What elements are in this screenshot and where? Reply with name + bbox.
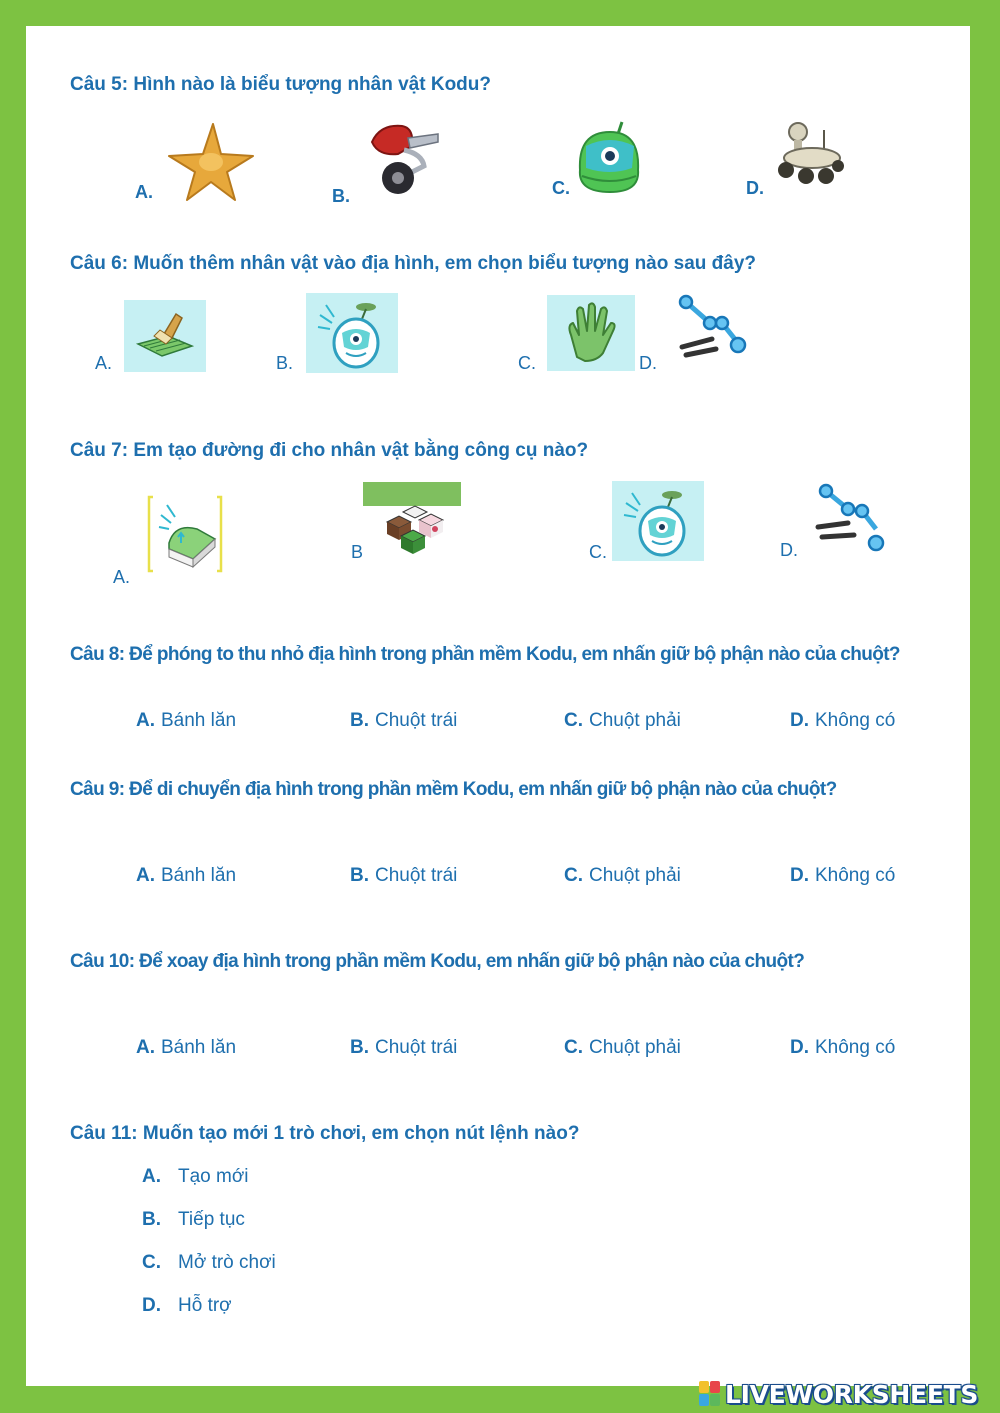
q11-option-c-key: C. [142,1252,161,1273]
question-8-title: Câu 8: Để phóng to thu nhỏ địa hình trong phần mềm Kodu, em nhấn giữ bộ phận nào của chuột? [70,644,900,665]
q8-option-b-text: Chuột trái [375,710,458,731]
q7-label-b[interactable]: B [351,542,364,562]
q6-label-c[interactable]: C. [518,353,536,373]
liveworksheets-logo[interactable] [698,1379,978,1409]
q10-option-c-key: C. [564,1037,583,1058]
starfish-icon[interactable] [165,120,257,202]
q5-label-b[interactable]: B. [332,186,350,206]
q8-option-c[interactable] [564,710,681,732]
q9-option-b-text: Chuột trái [375,865,458,886]
question-7-title: Câu 7: Em tạo đường đi cho nhân vật bằng công cụ nào? [70,440,589,461]
question-11-title: Câu 11: Muốn tạo mới 1 trò chơi, em chọn nút lệnh nào? [70,1123,580,1144]
question-5-title: Câu 5: Hình nào là biểu tượng nhân vật Kodu? [70,74,491,95]
q10-option-b[interactable] [350,1037,457,1059]
q8-option-a-text: Bánh lăn [161,710,237,731]
q9-option-d-text: Không có [815,865,896,886]
paint-brush-icon[interactable] [124,300,206,372]
kodu-character-icon[interactable] [574,120,644,196]
q11-option-d-text: Hỗ trợ [178,1295,232,1316]
q6-label-b[interactable]: B. [276,353,294,373]
q9-option-a-text: Bánh lăn [161,865,237,886]
q11-option-a-key: A. [142,1166,161,1187]
path-tool-icon-2[interactable] [806,481,888,557]
cycle-icon[interactable] [362,120,442,198]
q11-option-a-text: Tạo mới [178,1166,249,1187]
brand-name: LIVEWORKSHEETS [725,1379,979,1409]
hand-icon[interactable] [547,295,635,371]
q5-label-a[interactable]: A. [135,182,153,202]
q11-option-a[interactable] [142,1166,249,1188]
q9-option-b[interactable] [350,865,457,887]
q6-label-d[interactable]: D. [639,353,657,373]
q5-label-d[interactable]: D. [746,178,764,198]
path-tool-icon[interactable] [672,293,754,373]
q11-option-d-key: D. [142,1295,161,1316]
question-10-title: Câu 10: Để xoay địa hình trong phần mềm Kodu, em nhấn giữ bộ phận nào của chuột? [70,951,805,972]
q10-option-a-key: A. [136,1037,155,1058]
q8-option-d-key: D. [790,710,809,731]
q7-label-a[interactable]: A. [113,567,131,587]
q9-option-d-key: D. [790,865,809,886]
q9-option-c-text: Chuột phải [589,865,681,886]
q11-option-c[interactable] [142,1252,276,1274]
q6-label-a[interactable]: A. [95,353,113,373]
cubes-icon[interactable] [363,482,461,560]
q10-option-c-text: Chuột phải [589,1037,681,1058]
q9-option-b-key: B. [350,865,369,886]
q11-option-b-text: Tiếp tục [178,1209,245,1230]
question-9-title: Câu 9: Để di chuyển địa hình trong phần mềm Kodu, em nhấn giữ bộ phận nào của chuột? [70,779,837,800]
q11-option-b[interactable] [142,1209,245,1231]
object-tool-icon-2[interactable] [612,481,704,561]
q10-option-d-text: Không có [815,1037,896,1058]
q7-label-d[interactable]: D. [780,540,798,560]
q8-option-c-key: C. [564,710,583,731]
q9-option-c[interactable] [564,865,681,887]
q10-option-d[interactable] [790,1037,895,1059]
question-6-title: Câu 6: Muốn thêm nhân vật vào địa hình, em chọn biểu tượng nào sau đây? [70,253,756,274]
q10-option-a-text: Bánh lăn [161,1037,237,1058]
q11-option-d[interactable] [142,1295,232,1317]
q5-label-c[interactable]: C. [552,178,570,198]
q11-option-b-key: B. [142,1209,161,1230]
terrain-tool-icon[interactable] [145,493,245,575]
q9-option-c-key: C. [564,865,583,886]
q10-option-c[interactable] [564,1037,681,1059]
q8-option-a-key: A. [136,710,155,731]
rover-icon[interactable] [772,120,846,194]
q7-label-c[interactable]: C. [589,542,607,562]
object-tool-icon[interactable] [306,293,398,373]
q10-option-b-text: Chuột trái [375,1037,458,1058]
q9-option-a-key: A. [136,865,155,886]
q8-option-d[interactable] [790,710,895,732]
q9-option-a[interactable] [136,865,236,887]
live-logo-icon [698,1380,722,1408]
q11-option-c-text: Mở trò chơi [178,1252,276,1273]
q10-option-a[interactable] [136,1037,236,1059]
q8-option-c-text: Chuột phải [589,710,681,731]
q8-option-b-key: B. [350,710,369,731]
q9-option-d[interactable] [790,865,895,887]
q8-option-a[interactable] [136,710,236,732]
q10-option-b-key: B. [350,1037,369,1058]
q10-option-d-key: D. [790,1037,809,1058]
q8-option-b[interactable] [350,710,457,732]
q8-option-d-text: Không có [815,710,896,731]
